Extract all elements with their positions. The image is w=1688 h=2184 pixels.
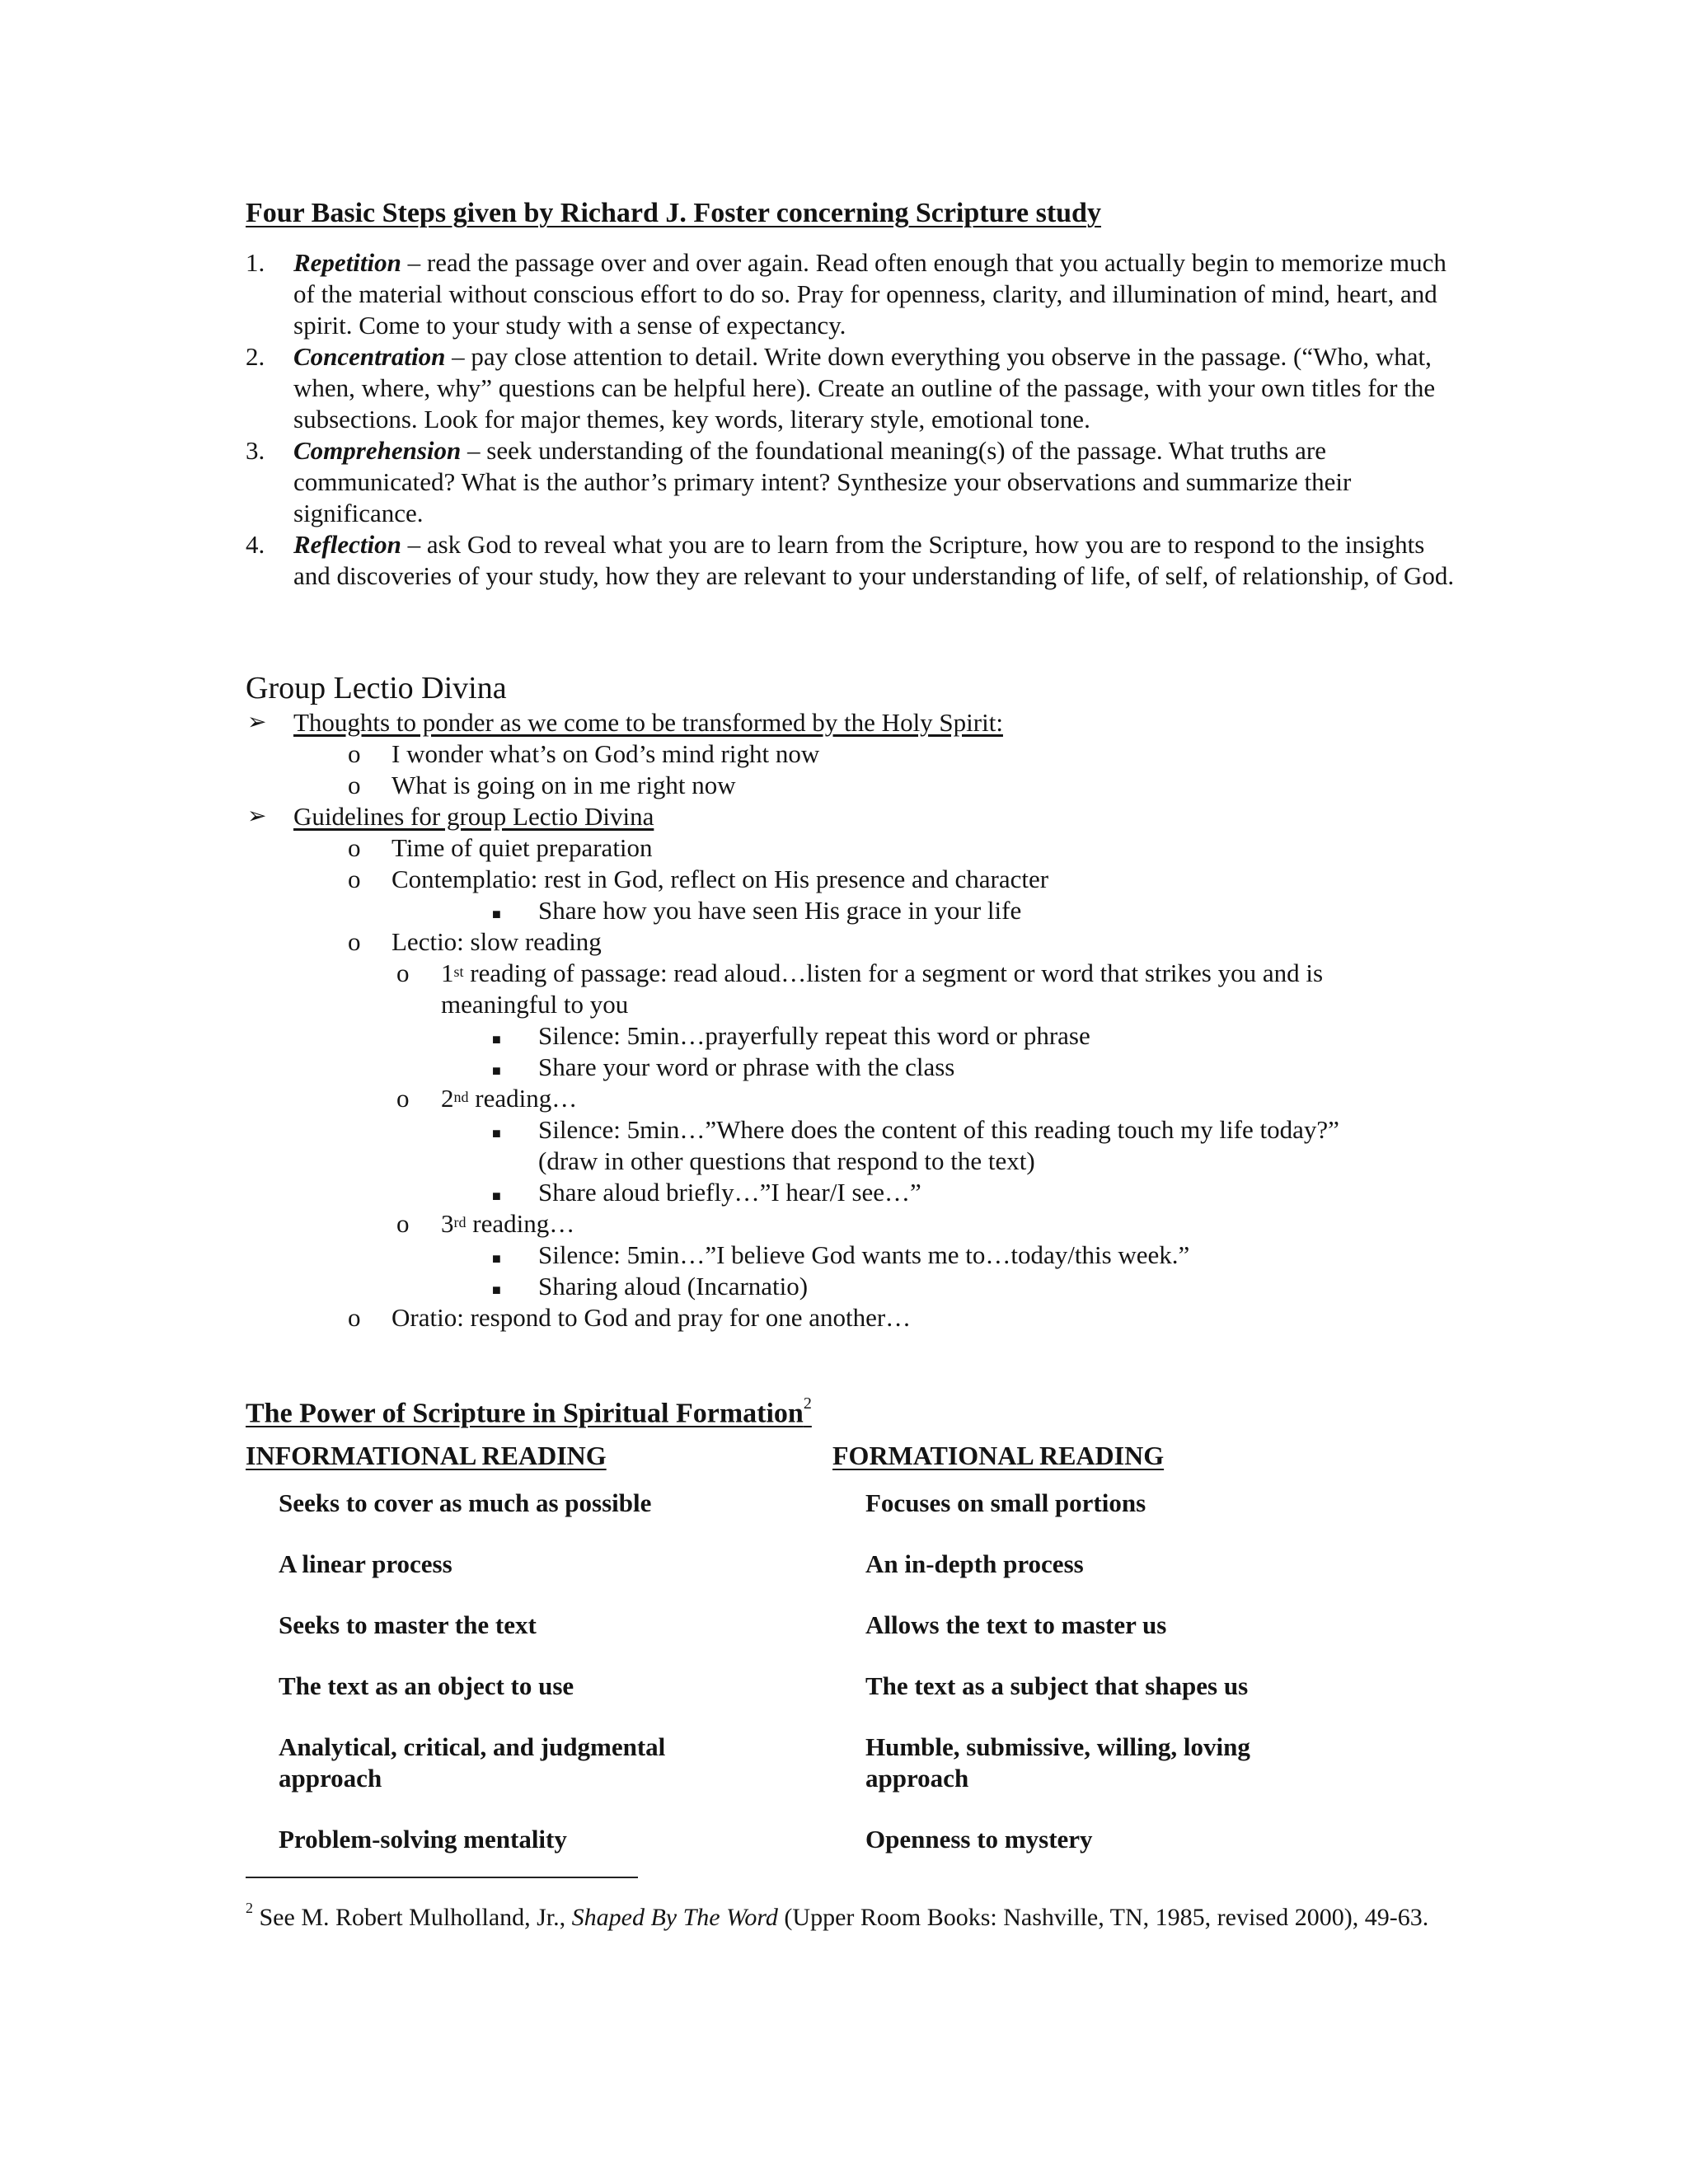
- list-item: o Oratio: respond to God and pray for one another…: [348, 1303, 912, 1332]
- footnote-book-title: Shaped By The Word: [571, 1904, 778, 1931]
- informational-cell: A linear process: [279, 1549, 452, 1578]
- informational-cell: Seeks to cover as much as possible: [279, 1488, 652, 1517]
- list-item: ■ Sharing aloud (Incarnatio): [246, 1271, 1482, 1302]
- foster-steps-list: [246, 247, 1457, 592]
- list-item: o 1st reading of passage: read aloud…listen for a segment or word that strikes you and is meaningful to you: [396, 958, 1324, 1019]
- section-title-foster-steps: Four Basic Steps given by Richard J. Foster concerning Scripture study: [246, 198, 1101, 228]
- step-item: [246, 435, 1457, 529]
- square-bullet-icon: ■: [492, 1125, 501, 1141]
- list-item: ■ Share aloud briefly…”I hear/I see…”: [246, 1177, 1482, 1208]
- step-number: 1.: [246, 248, 265, 277]
- list-item: ■ Silence: 5min…”I believe God wants me to…today/this week.”: [246, 1240, 1482, 1271]
- list-item: [246, 707, 1482, 738]
- step-number: 3.: [246, 436, 265, 465]
- section-title-power-of-scripture: The Power of Scripture in Spiritual Formation$^2$: [246, 1394, 812, 1429]
- circle-bullet-icon: o: [396, 1084, 410, 1113]
- list-item: [246, 801, 1482, 832]
- lectio-outline: [246, 707, 1482, 1333]
- list-item: o 2nd reading…: [396, 1084, 578, 1113]
- circle-bullet-icon: o: [348, 1303, 361, 1332]
- circle-bullet-icon: o: [348, 739, 361, 768]
- step-term: Repetition: [293, 248, 401, 277]
- list-item: ■ Share how you have seen His grace in your life: [246, 895, 1482, 926]
- guidelines-heading: Guidelines for group Lectio Divina: [293, 802, 654, 831]
- column-heading-informational: INFORMATIONAL READING: [246, 1441, 607, 1470]
- formational-cell: Humble, submissive, willing, loving approach: [865, 1732, 1250, 1793]
- square-bullet-icon: ■: [492, 1031, 501, 1047]
- list-item: ■ Silence: 5min…prayerfully repeat this word or phrase: [246, 1020, 1482, 1052]
- square-bullet-icon: ■: [492, 1250, 501, 1267]
- step-text: – pay close attention to detail. Write down everything you observe in the passage. (“Who, what, when, where, why” questions can be helpful here). Create an outline of the passage, with your own titles for the subsections. Look for major themes, key words, literary style, emotional tone.: [293, 342, 1436, 434]
- formational-cell: Allows the text to master us: [865, 1610, 1167, 1639]
- formational-cell: Focuses on small portions: [865, 1488, 1146, 1517]
- footnote-number: 2: [246, 1900, 253, 1916]
- circle-bullet-icon: o: [396, 958, 410, 987]
- formational-cell: Openness to mystery: [865, 1825, 1093, 1854]
- informational-cell: Problem-solving mentality: [279, 1825, 567, 1854]
- step-text: – read the passage over and over again. Read often enough that you actually begin to memorize much of the material without conscious effort to do so. Pray for openness, clarity, and illumination of mind, heart, and spirit. Come to your study with a sense of expectancy.: [293, 248, 1447, 340]
- list-item: o What is going on in me right now: [348, 771, 736, 799]
- step-term: Concentration: [293, 342, 446, 371]
- formational-cell: The text as a subject that shapes us: [865, 1671, 1249, 1700]
- step-number: 2.: [246, 342, 265, 371]
- step-term: Reflection: [293, 530, 401, 559]
- circle-bullet-icon: o: [396, 1209, 410, 1238]
- column-heading-formational: FORMATIONAL READING: [832, 1441, 1165, 1470]
- list-item: o Time of quiet preparation: [348, 833, 653, 862]
- step-item: [246, 341, 1457, 435]
- informational-cell: Analytical, critical, and judgmental approach: [279, 1732, 666, 1793]
- list-item: ■ Share your word or phrase with the class: [246, 1052, 1482, 1083]
- footnote-separator: [246, 1877, 638, 1878]
- step-term: Comprehension: [293, 436, 462, 465]
- circle-bullet-icon: o: [348, 771, 361, 799]
- list-item: o Contemplatio: rest in God, reflect on His presence and character: [348, 865, 1049, 893]
- list-item: o I wonder what’s on God’s mind right now: [348, 739, 820, 768]
- formational-cell: An in-depth process: [865, 1549, 1084, 1578]
- step-text: – ask God to reveal what you are to learn from the Scripture, how you are to respond to the insights and discoveries of your study, how they are relevant to your understanding of life, of self, of relationship, of God.: [293, 530, 1455, 590]
- list-item: o 3rd reading…: [396, 1209, 575, 1238]
- arrow-bullet-icon: ➢: [247, 804, 267, 829]
- informational-cell: The text as an object to use: [279, 1671, 574, 1700]
- circle-bullet-icon: o: [348, 927, 361, 956]
- step-item: [246, 247, 1457, 341]
- square-bullet-icon: ■: [492, 1062, 501, 1079]
- arrow-bullet-icon: ➢: [247, 710, 267, 735]
- circle-bullet-icon: o: [348, 865, 361, 893]
- footnote: $^2$ See M. Robert Mulholland, Jr., Shaped By The Word (Upper Room Books: Nashville, TN, 1985, revised 2000), 49-63.: [246, 1900, 1429, 1931]
- square-bullet-icon: ■: [492, 1282, 501, 1298]
- informational-cell: Seeks to master the text: [279, 1610, 537, 1639]
- list-item: o Lectio: slow reading: [348, 927, 602, 956]
- footnote-ref: 2: [803, 1394, 812, 1413]
- square-bullet-icon: ■: [492, 1188, 501, 1204]
- step-item: [246, 529, 1457, 592]
- step-number: 4.: [246, 530, 265, 559]
- circle-bullet-icon: o: [348, 833, 361, 862]
- thoughts-heading: Thoughts to ponder as we come to be transformed by the Holy Spirit:: [293, 708, 1003, 737]
- section-title-lectio-divina: Group Lectio Divina: [246, 671, 507, 705]
- square-bullet-icon: ■: [492, 906, 501, 922]
- step-text: – seek understanding of the foundational meaning(s) of the passage. What truths are communicated? What is the author’s primary intent? Synthesize your observations and summarize their significance.: [293, 436, 1352, 527]
- list-item: ■ Silence: 5min…”Where does the content of this reading touch my life today?” (draw in other questions that respond to the text): [492, 1115, 1339, 1175]
